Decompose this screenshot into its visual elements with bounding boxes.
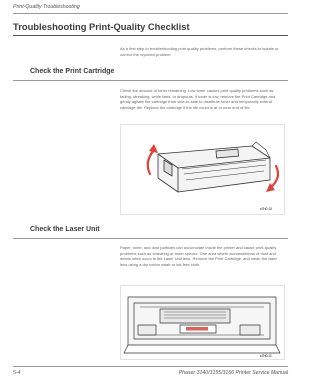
page-number: 5-4 [13, 370, 21, 376]
manual-title: Phaser 3140/3155/3160 Printer Service Manual [178, 370, 288, 376]
header-divider [13, 13, 288, 14]
section-divider [13, 80, 288, 81]
footer-divider [13, 366, 288, 367]
print-cartridge-illustration [120, 124, 285, 215]
title-divider [13, 35, 288, 36]
printer-interior-drawing [124, 297, 280, 353]
page-title: Troubleshooting Print-Quality Checklist [13, 21, 190, 32]
figure-code: s7H0-11 [260, 354, 272, 358]
section-heading-print-cartridge: Check the Print Cartridge [30, 68, 115, 75]
section-heading-laser-unit: Check the Laser Unit [30, 226, 100, 233]
section-body-laser-unit: Paper, toner, and dust particles can accumulate inside the printer and cause print-quality problems such as smearing or toner specks. One area where accumulations of dust and debris often occur is the Laser Unit lens. Remove the Print Cartridge, and clean the laser lens using a dry cotton swab or lint-free cloth. [120, 245, 277, 267]
figure-code: s7H0-10 [260, 207, 273, 211]
section-divider [13, 238, 288, 239]
intro-paragraph: As a first step to troubleshooting print quality problems, perform these checks to isolate or correct the reported problem. [120, 46, 279, 57]
running-header: Print-Quality Troubleshooting [13, 4, 80, 10]
laser-unit-illustration [120, 285, 285, 360]
section-body-print-cartridge: Check the amount of toner remaining. Low toner causes print quality problems such as fading, streaking, white lines, or dropouts. If toner is low, remove the Print Cartridge and gently agitate the cartridge from side-to-side to distribute toner and temporarily extend cartridge life. Replace the cartridge if the life count is at or near end of life. [120, 88, 276, 110]
laser-lens-icon [186, 327, 208, 331]
